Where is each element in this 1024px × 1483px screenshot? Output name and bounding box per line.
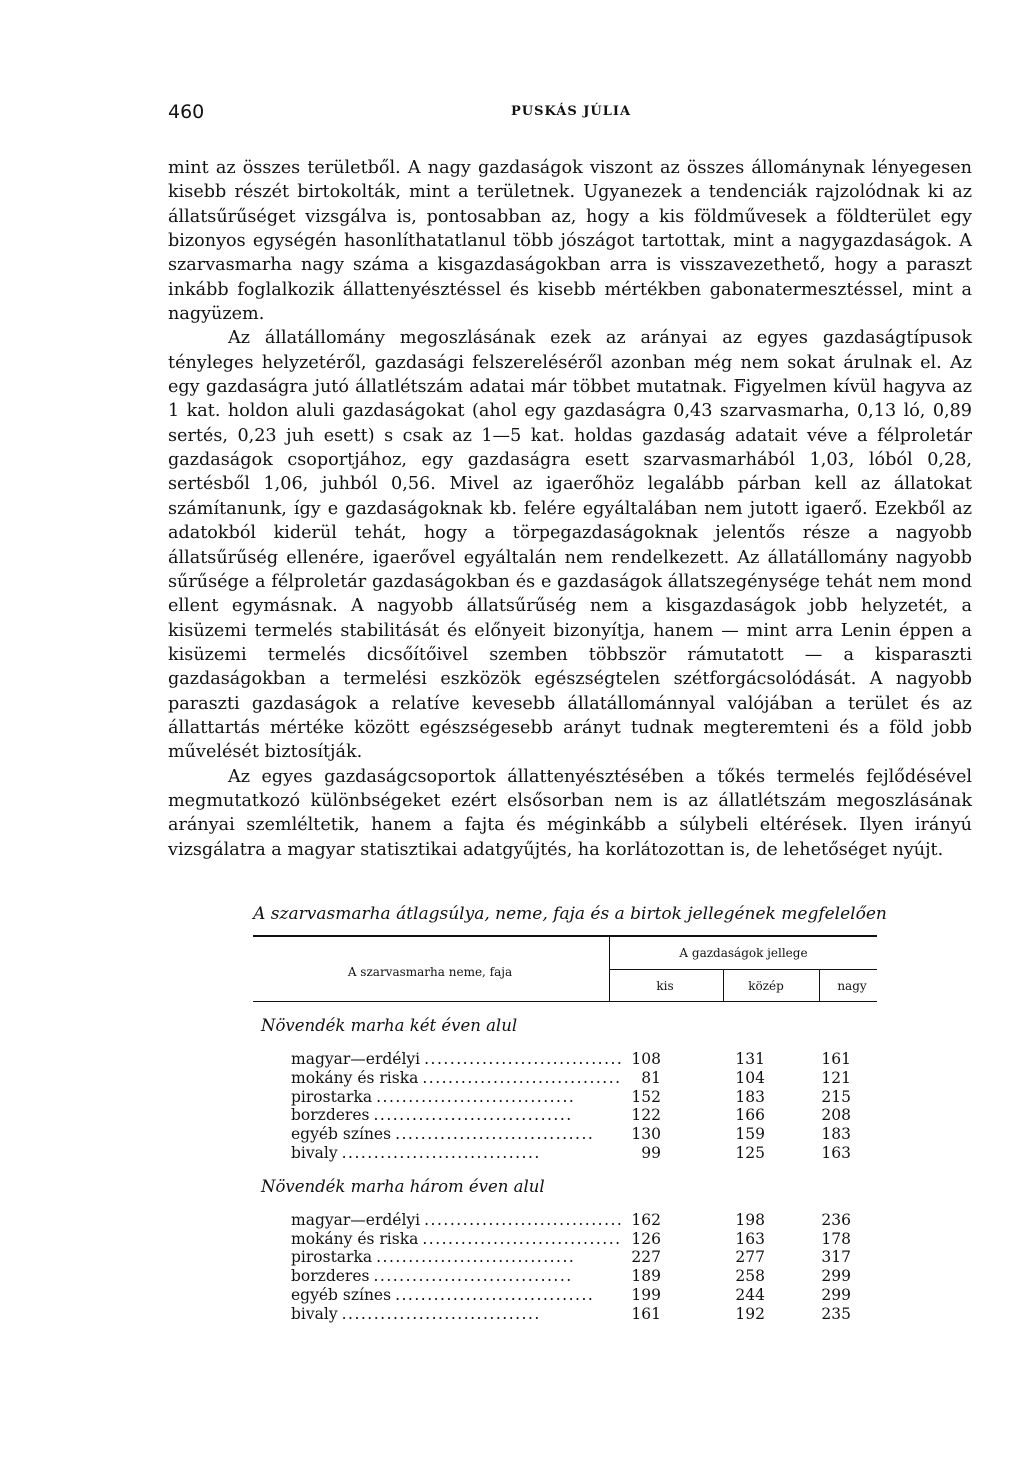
row-label: mokány és riska ............................... — [291, 1229, 622, 1248]
cell-kis: 227 — [631, 1248, 661, 1267]
table-header — [253, 935, 877, 1002]
row-label: borzderes ............................... — [291, 1106, 573, 1125]
header-divider — [723, 969, 724, 1001]
cell-nagy: 208 — [821, 1106, 851, 1125]
header-divider — [610, 969, 877, 970]
row-label: borzderes ............................... — [291, 1267, 573, 1286]
cell-nagy: 299 — [821, 1285, 851, 1304]
cell-kis: 162 — [631, 1210, 661, 1229]
header-divider — [819, 969, 820, 1001]
cell-kis: 189 — [631, 1267, 661, 1286]
group-header: A gazdaságok jellege — [679, 946, 808, 960]
cell-kis: 130 — [631, 1125, 661, 1144]
cell-kis: 99 — [641, 1143, 661, 1162]
cell-kozep: 131 — [735, 1050, 765, 1068]
cell-kis: 81 — [641, 1068, 661, 1087]
column-header-nagy: nagy — [837, 979, 867, 993]
row-label: egyéb színes ............................... — [291, 1125, 595, 1144]
cell-kis: 108 — [631, 1050, 661, 1068]
body-text — [168, 156, 972, 862]
cell-kozep: 159 — [735, 1125, 765, 1144]
cell-kozep: 183 — [735, 1087, 765, 1106]
cell-nagy: 299 — [821, 1267, 851, 1286]
cell-nagy: 163 — [821, 1143, 851, 1162]
table-row — [253, 1125, 877, 1144]
table-row — [253, 1305, 877, 1324]
cell-nagy: 121 — [821, 1068, 851, 1087]
data-table — [253, 935, 877, 1324]
row-label: egyéb színes ............................... — [291, 1285, 595, 1304]
row-label: pirostarka ............................... — [291, 1248, 576, 1267]
table-caption: A szarvasmarha átlagsúlya, neme, faja és a birtok jellegének megfelelően — [253, 904, 887, 924]
cell-nagy: 215 — [821, 1087, 851, 1106]
table-row — [253, 1050, 877, 1069]
row-label: magyar—erdélyi ............................... — [291, 1210, 624, 1229]
cell-nagy: 178 — [821, 1229, 851, 1248]
table-row — [253, 1267, 877, 1286]
table-row — [253, 1230, 877, 1249]
cell-kozep: 166 — [735, 1106, 765, 1125]
paragraph: mint az összes területből. A nagy gazdaságok viszont az összes állománynak lényegesen kisebb részét birtokolták, mint a területnek. Ugyanezek a tendenciák rajzolódnak ki az állatsűrűséget vizsgálva is, pontosabban az, hogy a kis földművesek a földterület egy bizonyos egységén hasonlíthatatlanul több jószágot tartottak, mint a nagygazdaságok. A szarvasmarha nagy száma a kisgazdaságokban arra is visszavezethető, hogy a paraszt inkább foglalkozik állattenyésztéssel és kisebb mértékben gabonatermesztéssel, mint a nagyüzem. — [168, 158, 972, 325]
cell-nagy: 183 — [821, 1125, 851, 1144]
table-row — [253, 1106, 877, 1125]
table-row — [253, 1286, 877, 1305]
row-header: A szarvasmarha neme, faja — [347, 965, 513, 979]
table-row — [253, 1211, 877, 1230]
paragraph: Az állatállomány megoszlásának ezek az arányai az egyes gazdaságtípusok tényleges helyzetéről, gazdasági felszereléséről azonban még nem sokat árulnak el. Az egy gazdaságra jutó állatlétszám adatai már többet mutatnak. Figyelmen kívül hagyva az 1 kat. holdon aluli gazdaságokat (ahol egy gazdaságra 0,43 szarvasmarha, 0,13 ló, 0,89 sertés, 0,23 juh esett) s csak az 1—5 kat. holdas gazdaság adatait véve a félproletár gazdaságok csoportjához, egy gazdaságra esett szarvasmarhából 1,03, lóból 0,28, sertésből 1,06, juhból 0,56. Mivel az igaerőhöz legalább párban kell az állatokat számítanunk, így e gazdaságoknak kb. felére egyáltalában nem jutott igaerő. Ezekből az adatokból kiderül tehát, hogy a törpegazdaságoknak jelentős része a nagyobb állatsűrűség ellenére, igaerővel egyáltalán nem rendelkezett. Az állatállomány nagyobb sűrűsége a félproletár gazdaságokban és e gazdaságok állatszegénysége tehát nem mond ellent egymásnak. A nagyobb állatsűrűség nem a kisgazdaságok jobb helyzetét, a kisüzemi termelés stabilitását és előnyeit bizonyítja, hanem — mint arra Lenin éppen a kisüzemi termelés dicsőítőivel szemben többször rámutatott — a kisparaszti gazdaságokban a termelési eszközök egészségtelen szétforgácsolódását. A nagyobb paraszti gazdaságok a relatíve kevesebb állatállománnyal valójában a terület és az állattartás mértéke között egészségesebb arányt tudnak megteremteni és a föld jobb művelését biztosítják. — [168, 328, 972, 763]
cell-kis: 122 — [631, 1106, 661, 1125]
row-label: mokány és riska ............................... — [291, 1068, 622, 1087]
table-row — [253, 1144, 877, 1163]
row-label: bivaly ............................... — [291, 1304, 541, 1323]
cell-kozep: 198 — [735, 1210, 765, 1229]
cell-kozep: 125 — [735, 1143, 765, 1162]
column-header-kis: kis — [656, 979, 674, 993]
table-row — [253, 1248, 877, 1267]
running-head: PUSKÁS JÚLIA — [511, 104, 632, 119]
column-header-kozep: közép — [748, 979, 784, 993]
cell-nagy: 161 — [821, 1050, 851, 1068]
cell-nagy: 317 — [821, 1248, 851, 1267]
cell-kis: 161 — [631, 1304, 661, 1323]
page-number: 460 — [168, 101, 205, 123]
cell-nagy: 236 — [821, 1210, 851, 1229]
cell-kozep: 192 — [735, 1304, 765, 1323]
cell-kis: 199 — [631, 1285, 661, 1304]
cell-nagy: 235 — [821, 1304, 851, 1323]
cell-kozep: 163 — [735, 1229, 765, 1248]
page-header — [168, 101, 968, 129]
table-row — [253, 1069, 877, 1088]
cell-kozep: 104 — [735, 1068, 765, 1087]
section-title: Növendék marha három éven alul — [261, 1176, 545, 1196]
cell-kis: 126 — [631, 1229, 661, 1248]
row-label: bivaly ............................... — [291, 1143, 541, 1162]
cell-kozep: 244 — [735, 1285, 765, 1304]
cell-kozep: 277 — [735, 1248, 765, 1267]
row-label: magyar—erdélyi ............................... — [291, 1050, 624, 1068]
table-row — [253, 1088, 877, 1107]
paragraph: Az egyes gazdaságcsoportok állattenyésztésében a tőkés termelés fejlődésével megmutatkozó különbségeket ezért elsősorban nem is az állatlétszám megoszlásának arányai szemléltetik, hanem a fajta és méginkább a súlybeli eltérések. Ilyen irányú vizsgálatra a magyar statisztikai adatgyűjtés, ha korlátozottan is, de lehetőséget nyújt. — [168, 766, 972, 860]
cell-kozep: 258 — [735, 1267, 765, 1286]
row-label: pirostarka ............................... — [291, 1087, 576, 1106]
cell-kis: 152 — [631, 1087, 661, 1106]
section-title: Növendék marha két éven alul — [261, 1016, 518, 1035]
